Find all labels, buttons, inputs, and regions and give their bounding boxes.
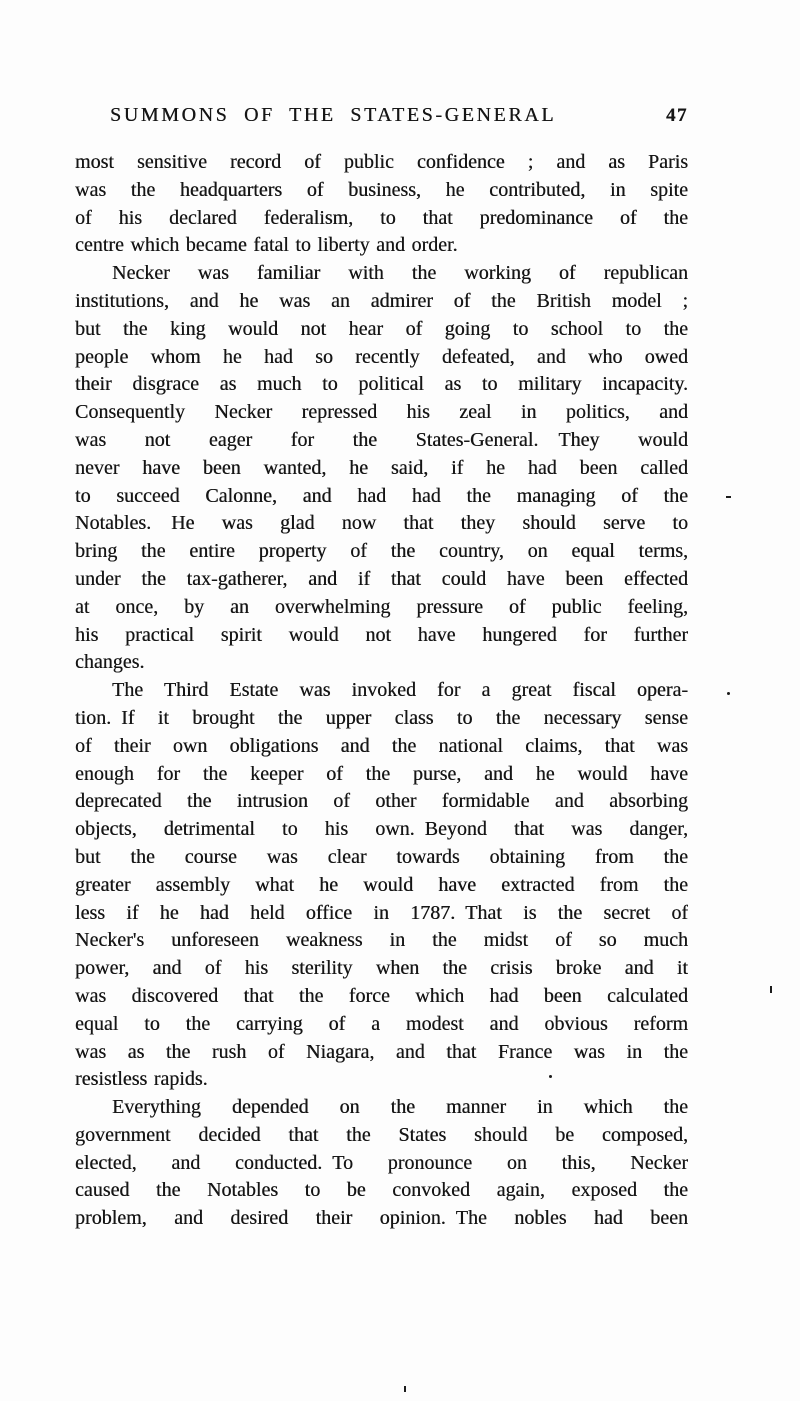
text-line: deprecated the intrusion of other formidable and absorbing (75, 790, 688, 813)
text-line: Necker was familiar with the working of republican (112, 262, 688, 285)
text-line: was the headquarters of business, he contributed, in spite (75, 178, 688, 201)
text-line: Consequently Necker repressed his zeal in politics, and (75, 401, 688, 424)
text-line: centre which became fatal to liberty and order. (75, 234, 458, 257)
text-line: bring the entire property of the country, on equal terms, (75, 540, 688, 563)
text-line: changes. (75, 651, 145, 674)
page-body-text (75, 149, 688, 1233)
scan-speck (727, 692, 730, 695)
text-line: was not eager for the States-General. They would (75, 428, 688, 451)
text-line: of his declared federalism, to that predominance of the (75, 206, 688, 229)
text-line: resistless rapids. (75, 1068, 208, 1091)
text-line: equal to the carrying of a modest and obvious reform (75, 1012, 688, 1035)
paragraph (75, 149, 688, 260)
text-line: elected, and conducted. To pronounce on this, Necker (75, 1151, 688, 1174)
running-header-title: SUMMONS OF THE STATES-GENERAL (110, 104, 557, 126)
scan-speck (549, 1075, 552, 1078)
text-line: people whom he had so recently defeated, and who owed (75, 345, 688, 368)
text-line: less if he had held office in 1787. That is the secret of (75, 901, 688, 924)
text-line: enough for the keeper of the purse, and he would have (75, 762, 688, 785)
text-line: under the tax-gatherer, and if that could have been effected (75, 567, 688, 590)
text-line: power, and of his sterility when the crisis broke and it (75, 957, 688, 980)
paragraph (75, 1094, 688, 1233)
text-line: was discovered that the force which had been calculated (75, 984, 688, 1007)
text-line: most sensitive record of public confidence ; and as Paris (75, 151, 688, 173)
text-line: institutions, and he was an admirer of the British model ; (75, 289, 688, 312)
text-line: never have been wanted, he said, if he had been called (75, 456, 688, 479)
text-line: at once, by an overwhelming pressure of public feeling, (75, 595, 688, 618)
page-number: 47 (666, 105, 688, 126)
text-line: Necker's unforeseen weakness in the midst of so much (75, 929, 688, 952)
running-header (110, 104, 688, 127)
text-line: of their own obligations and the national claims, that was (75, 734, 688, 757)
scan-speck (726, 496, 731, 498)
text-line: but the course was clear towards obtaining from the (75, 845, 688, 868)
paragraph (75, 260, 688, 677)
text-line: but the king would not hear of going to school to the (75, 317, 688, 340)
text-line: Everything depended on the manner in which the (112, 1096, 688, 1119)
text-line: their disgrace as much to political as to military incapacity. (75, 373, 688, 396)
text-line: objects, detrimental to his own. Beyond that was danger, (75, 818, 688, 841)
text-line: government decided that the States should be composed, (75, 1123, 688, 1146)
text-line: The Third Estate was invoked for a great fiscal opera- (112, 679, 688, 702)
text-line: problem, and desired their opinion. The nobles had been (75, 1207, 688, 1230)
scan-speck (404, 1386, 406, 1392)
text-line: tion. If it brought the upper class to the necessary sense (75, 706, 688, 729)
text-line: to succeed Calonne, and had had the managing of the (75, 484, 688, 507)
text-line: his practical spirit would not have hungered for further (75, 623, 688, 646)
paragraph (75, 677, 688, 1094)
text-line: caused the Notables to be convoked again, exposed the (75, 1179, 688, 1202)
text-line: greater assembly what he would have extracted from the (75, 873, 688, 896)
scan-speck (770, 986, 772, 993)
text-line: was as the rush of Niagara, and that France was in the (75, 1040, 688, 1063)
text-line: Notables. He was glad now that they should serve to (75, 512, 688, 535)
